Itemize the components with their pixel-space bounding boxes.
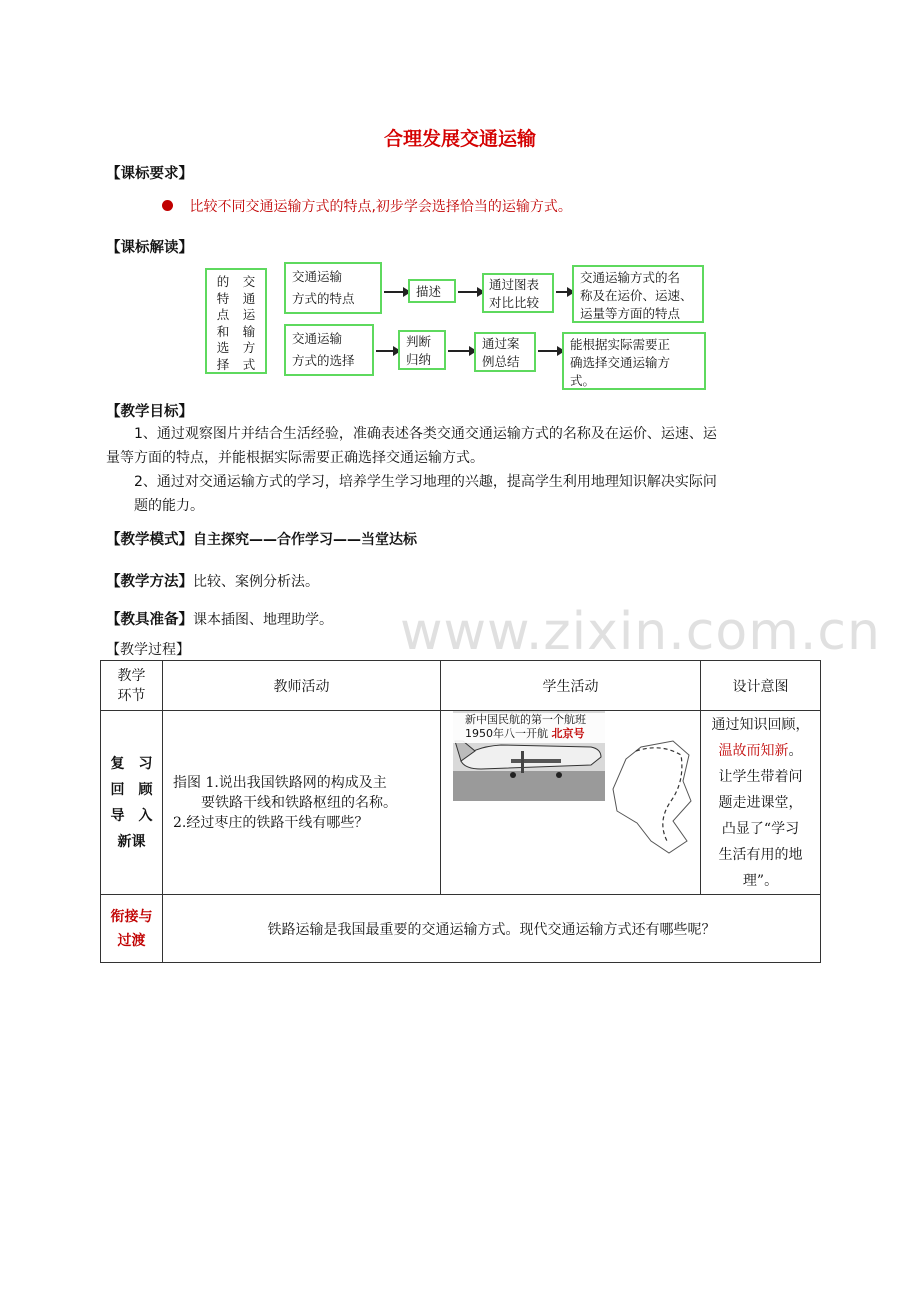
flow-arrow-icon: [448, 350, 470, 352]
page-title: 合理发展交通运输: [383, 128, 536, 150]
transition-content: 铁路运输是我国最重要的交通运输方式。现代交通运输方式还有哪些呢？: [163, 895, 821, 963]
curriculum-req-text: 比较不同交通运输方式的特点,初步学会选择恰当的运输方式。: [189, 199, 572, 215]
flow-box-r1-2: 描述: [408, 279, 456, 303]
flow-arrow-icon: [376, 350, 394, 352]
flow-box-r2-2: 判断 归纳: [398, 330, 446, 370]
header-student: 学生活动: [441, 661, 701, 711]
heading-teaching-goals: 【教学目标】: [106, 404, 193, 420]
flow-box-r1-3: 通过图表 对比比较: [482, 273, 554, 313]
flow-arrow-icon: [538, 350, 558, 352]
teaching-tools: 【教具准备】课本插图、地理助学。: [106, 612, 333, 628]
heading-curriculum-req: 【课标要求】: [106, 166, 193, 182]
flow-arrow-icon: [458, 291, 478, 293]
bullet-icon: [162, 200, 173, 211]
table-header-row: [101, 661, 821, 711]
flow-arrow-icon: [384, 291, 404, 293]
flow-box-r2-4: 能根据实际需要正 确选择交通运输方 式。: [562, 332, 706, 390]
flow-left-col2: 的 特 点 和 选 择: [216, 274, 230, 372]
teaching-method: 【教学方法】比较、案例分析法。: [106, 574, 319, 590]
table-row: [101, 711, 821, 895]
teaching-mode: 【教学模式】自主探究——合作学习——当堂达标: [106, 532, 417, 548]
stage-transition: 衔接与 过渡: [101, 895, 163, 963]
stage-review: 复 习 回 顾 导 入 新课: [101, 711, 163, 895]
student-activity: [441, 711, 701, 895]
table-row: [101, 895, 821, 963]
flow-left-box: [205, 268, 267, 374]
heading-curriculum-interp: 【课标解读】: [106, 240, 193, 256]
flow-box-r1-1: 交通运输 方式的特点: [284, 262, 382, 314]
teacher-activity: 指图 1.说出我国铁路网的构成及主 要铁路干线和铁路枢纽的名称。 2.经过枣庄的铁路干线有哪些？: [163, 711, 441, 895]
header-teacher: 教师活动: [163, 661, 441, 711]
photo-caption: 新中国民航的第一个航班 1950年八一开航 北京号: [465, 713, 586, 740]
teaching-process-table: [100, 660, 821, 963]
flow-box-r2-1: 交通运输 方式的选择: [284, 324, 374, 376]
flow-box-r1-4: 交通运输方式的名 称及在运价、运速、 运量等方面的特点: [572, 265, 704, 323]
heading-teaching-process: 【教学过程】: [106, 642, 190, 658]
watermark: www.zixin.com.cn: [400, 602, 881, 662]
curriculum-req-item: [162, 195, 572, 219]
header-stage: 教学 环节: [101, 661, 163, 711]
teaching-goals-text: 1、通过观察图片并结合生活经验，准确表述各类交通交通运输方式的名称及在运价、运速、运 量等方面的特点，并能根据实际需要正确选择交通运输方式。 2、通过对交通运输方式的学习，培养学生学习地理的兴趣，提高学生利用地理知识解决实际问 题的能力。: [106, 426, 717, 514]
flow-box-r2-3: 通过案 例总结: [474, 332, 536, 372]
header-design: 设计意图: [701, 661, 821, 711]
flow-arrow-icon: [556, 291, 568, 293]
design-intent: 通过知识回顾， 温故而知新。 让学生带着问 题走进课堂， 凸显了“学习 生活有用的地 理”。: [701, 711, 821, 895]
flow-left-col1: 交 通 运 输 方 式: [242, 274, 256, 372]
